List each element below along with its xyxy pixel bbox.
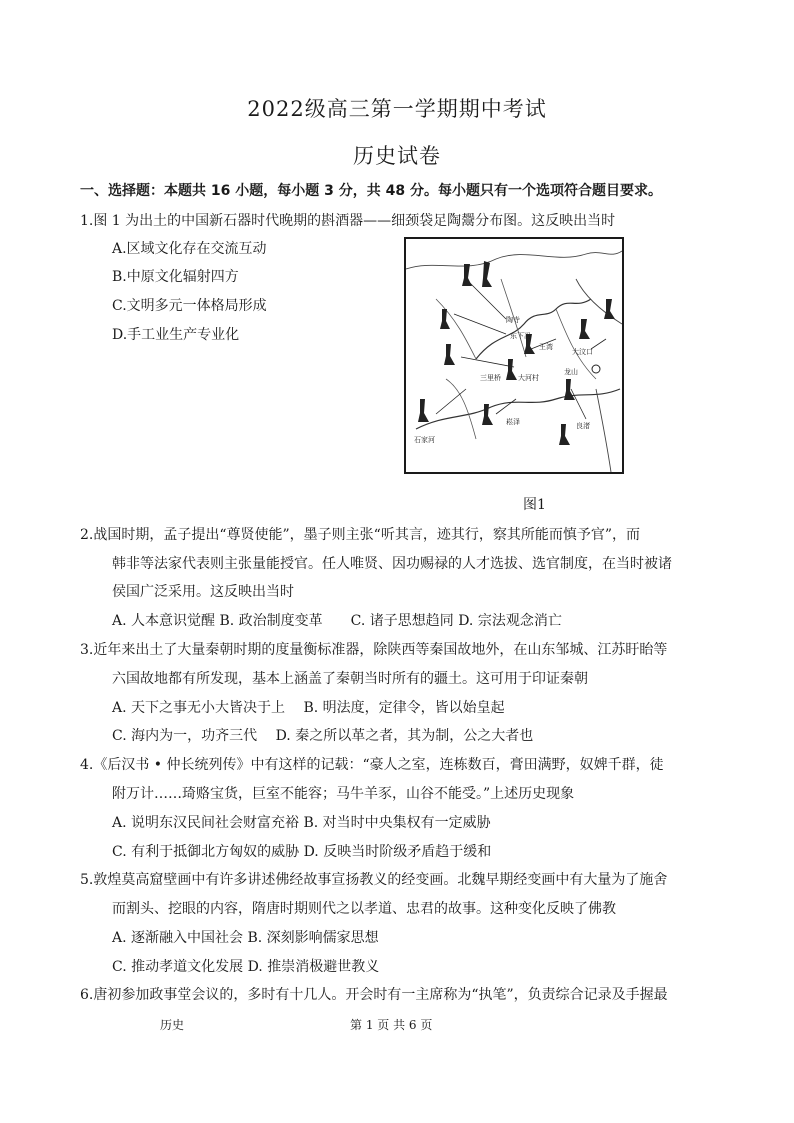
map-label: 陶寺 <box>506 316 520 324</box>
question-5-options: C. 推动孝道文化发展 D. 推崇消极避世教义 <box>112 959 380 975</box>
exam-subtitle: 历史试卷 <box>353 144 441 168</box>
question-6-line: 6.唐初参加政事堂会议的，多时有十几人。开会时有一主席称为“执笔”，负责综合记录及手握最 <box>80 987 668 1003</box>
question-3-line: 六国故地都有所发现，基本上涵盖了秦朝当时所有的疆土。这可用于印证秦朝 <box>112 671 588 687</box>
question-4-options: A. 说明东汉民间社会财富充裕 B. 对当时中央集权有一定威胁 <box>112 815 491 831</box>
question-1-option-d: D.手工业生产专业化 <box>112 327 240 343</box>
question-3-options: C. 海内为一，功齐三代 D. 秦之所以革之者，其为制，公之大者也 <box>112 728 534 744</box>
question-2-options: A. 人本意识觉醒 B. 政治制度变革 C. 诸子思想趋同 D. 宗法观念消亡 <box>112 613 562 629</box>
map-label: 东下冯 <box>510 332 531 340</box>
map-label: 三里桥 <box>480 374 501 382</box>
map-label: 良渚 <box>576 422 590 430</box>
distribution-map <box>404 237 624 474</box>
question-4-line: 4.《后汉书 • 仲长统列传》中有这样的记载：“豪人之室，连栋数百，膏田满野，奴婢千群，徒 <box>80 757 664 773</box>
question-3-line: 3.近年来出土了大量秦朝时期的度量衡标准器，除陕西等秦国故地外，在山东邹城、江苏盱眙等 <box>80 642 668 658</box>
question-1-stem: 1.图 1 为出土的中国新石器时代晚期的斟酒器——细颈袋足陶鬶分布图。这反映出当时 <box>80 213 616 229</box>
map-label: 王湾 <box>539 343 553 351</box>
map-label: 大河村 <box>518 374 539 382</box>
question-1-option-b: B.中原文化辐射四方 <box>112 269 239 285</box>
question-1-option-a: A.区域文化存在交流互动 <box>112 241 267 257</box>
question-2-line: 韩非等法家代表则主张量能授官。任人唯贤、因功赐禄的人才选拔、选官制度，在当时被诸 <box>112 556 672 572</box>
question-5-options: A. 逐渐融入中国社会 B. 深刻影响儒家思想 <box>112 930 379 946</box>
question-5-line: 5.敦煌莫高窟壁画中有许多讲述佛经故事宣扬教义的经变画。北魏早期经变画中有大量为了施舍 <box>80 872 668 888</box>
map-label: 大汶口 <box>572 348 593 356</box>
map-label: 石家河 <box>414 436 435 444</box>
footer-subject: 历史 <box>160 1018 185 1032</box>
exam-title: 2022级高三第一学期期中考试 <box>247 97 547 121</box>
question-1-option-c: C.文明多元一体格局形成 <box>112 298 267 314</box>
question-2-line: 2.战国时期，孟子提出“尊贤使能”，墨子则主张“听其言，迹其行，察其所能而慎予官”，而 <box>80 527 640 543</box>
section-heading: 一、选择题：本题共 16 小题，每小题 3 分，共 48 分。每小题只有一个选项符合题目要求。 <box>80 183 662 199</box>
question-2-line: 侯国广泛采用。这反映出当时 <box>112 584 294 600</box>
figure-caption: 图1 <box>523 497 546 513</box>
question-4-line: 附万计……琦赂宝货，巨室不能容；马牛羊豕，山谷不能受。”上述历史现象 <box>112 786 575 802</box>
question-3-options: A. 天下之事无小大皆决于上 B. 明法度，定律令，皆以始皇起 <box>112 700 505 716</box>
footer-page-number: 第 1 页 共 6 页 <box>350 1018 433 1032</box>
question-5-line: 而割头、挖眼的内容，隋唐时期则代之以孝道、忠君的故事。这种变化反映了佛教 <box>112 901 616 917</box>
map-label: 崧泽 <box>506 418 520 426</box>
map-label: 龙山 <box>564 368 578 376</box>
question-4-options: C. 有利于抵御北方匈奴的威胁 D. 反映当时阶级矛盾趋于缓和 <box>112 844 492 860</box>
